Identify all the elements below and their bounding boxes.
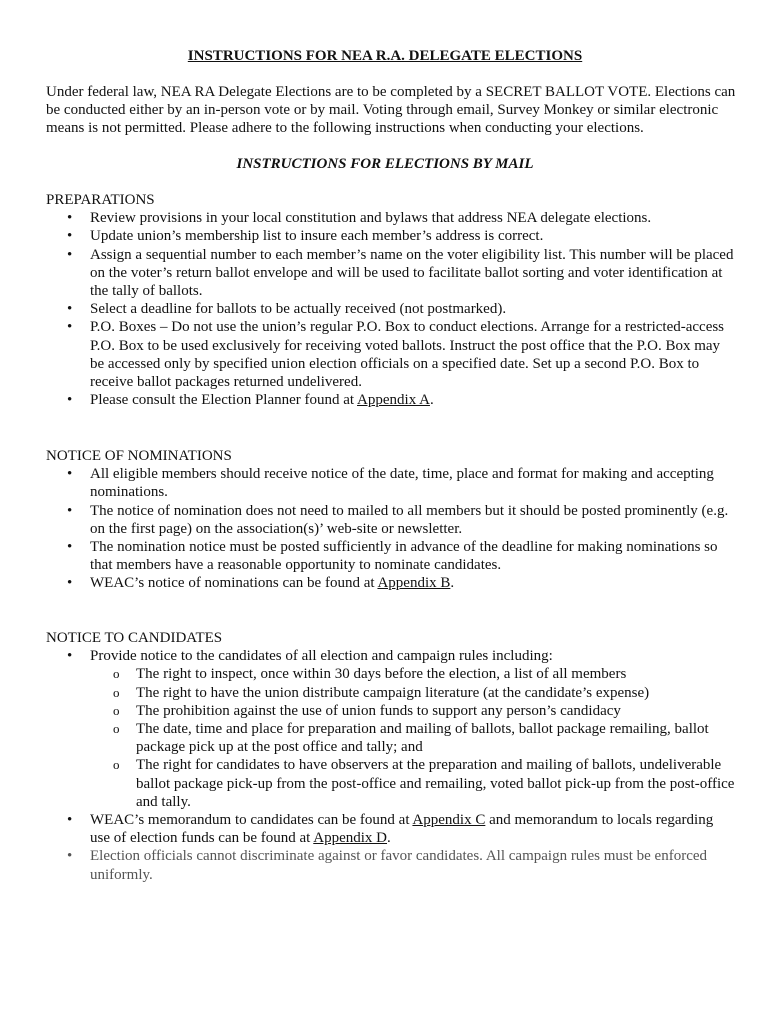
sub-list-item: o The right for candidates to have observers at the preparation and mailing of ballots, undeliverable ballot package pick-up from the post-office and remailing, voted ballot pick-up from the post-office and tally. [90, 756, 736, 811]
appendix-c-link[interactable]: Appendix C [412, 812, 486, 829]
sub-list-item: o The prohibition against the use of union funds to support any person’s candidacy [90, 702, 736, 720]
appendix-a-link[interactable]: Appendix A [357, 392, 430, 409]
candidates-list [46, 647, 736, 884]
mail-elections-subtitle: INSTRUCTIONS FOR ELECTIONS BY MAIL [236, 156, 534, 172]
nominations-section [46, 447, 736, 593]
weac-notice-text: WEAC’s notice of nominations can be found at [90, 575, 378, 592]
sub-list-item: o The date, time and place for preparation and mailing of ballots, ballot package remailing, ballot package pick up at the post office and tally; and [90, 720, 736, 756]
list-item: • P.O. Boxes – Do not use the union’s regular P.O. Box to conduct elections. Arrange for a restricted-access P.O. Box to be used exclusively for receiving voted ballots. Instruct the post office that the P.O. Box may be accessed only by specified union election officials on a specified date. Set up a second P.O. Box to receive ballot packages returned undelivered. [46, 318, 736, 391]
candidates-section [46, 629, 736, 884]
sub-list-item: o The right to have the union distribute campaign literature (at the candidate’s expense) [90, 684, 736, 702]
list-item: • Assign a sequential number to each member’s name on the voter eligibility list. This number will be placed on the voter’s return ballot envelope and will be used to facilitate ballot sorting and voter identification at the tally of ballots. [46, 246, 736, 301]
memo-text: WEAC’s memorandum to candidates can be found at [90, 812, 413, 829]
list-item: • Election officials cannot discriminate against or favor candidates. All campaign rules must be enforced uniformly. [46, 847, 736, 883]
intro-paragraph: Under federal law, NEA RA Delegate Elections are to be completed by a SECRET BALLOT VOTE. Elections can be conducted either by an in-person vote or by mail. Voting through email, Survey Monkey or similar electronic means is not permitted. Please adhere to the following instructions when conducting your elections. [46, 84, 736, 137]
appendix-d-link[interactable]: Appendix D [313, 830, 388, 847]
list-item [46, 811, 736, 847]
list-item: • All eligible members should receive notice of the date, time, place and format for making and accepting nominations. [46, 465, 736, 501]
list-item: • The notice of nomination does not need to mailed to all members but it should be posted prominently (e.g. on the first page) on the association(s)’ web-site or newsletter. [46, 502, 736, 538]
memo-middle-text: and memorandum to locals regarding use of election funds can be found at [90, 812, 714, 847]
campaign-rules-list [90, 665, 736, 811]
document-title: INSTRUCTIONS FOR NEA R.A. DELEGATE ELECTIONS [187, 48, 583, 64]
sub-list-item: o The right to inspect, once within 30 days before the election, a list of all members [90, 665, 736, 683]
list-item [46, 574, 736, 592]
memo-suffix: . [387, 830, 391, 847]
list-item: • The nomination notice must be posted sufficiently in advance of the deadline for making nominations so that members have a reasonable opportunity to nominate candidates. [46, 538, 736, 574]
weac-notice-suffix: . [450, 575, 455, 592]
planner-suffix: . [429, 392, 434, 409]
list-item [46, 391, 736, 409]
nominations-heading: NOTICE OF NOMINATIONS [46, 448, 232, 464]
preparations-section [46, 191, 736, 409]
appendix-b-link[interactable]: Appendix B [377, 575, 451, 592]
candidates-heading: NOTICE TO CANDIDATES [46, 630, 223, 646]
list-item: • Select a deadline for ballots to be actually received (not postmarked). [46, 300, 736, 318]
list-item [46, 647, 736, 811]
list-item: • Update union’s membership list to insure each member’s address is correct. [46, 227, 736, 245]
list-item: • Review provisions in your local constitution and bylaws that address NEA delegate elections. [46, 209, 736, 227]
preparations-heading: PREPARATIONS [46, 192, 155, 208]
preparations-list [46, 209, 736, 409]
nominations-list [46, 465, 736, 592]
candidates-intro: • Provide notice to the candidates of all election and campaign rules including: [90, 648, 553, 665]
planner-text: Please consult the Election Planner found at [90, 392, 358, 409]
